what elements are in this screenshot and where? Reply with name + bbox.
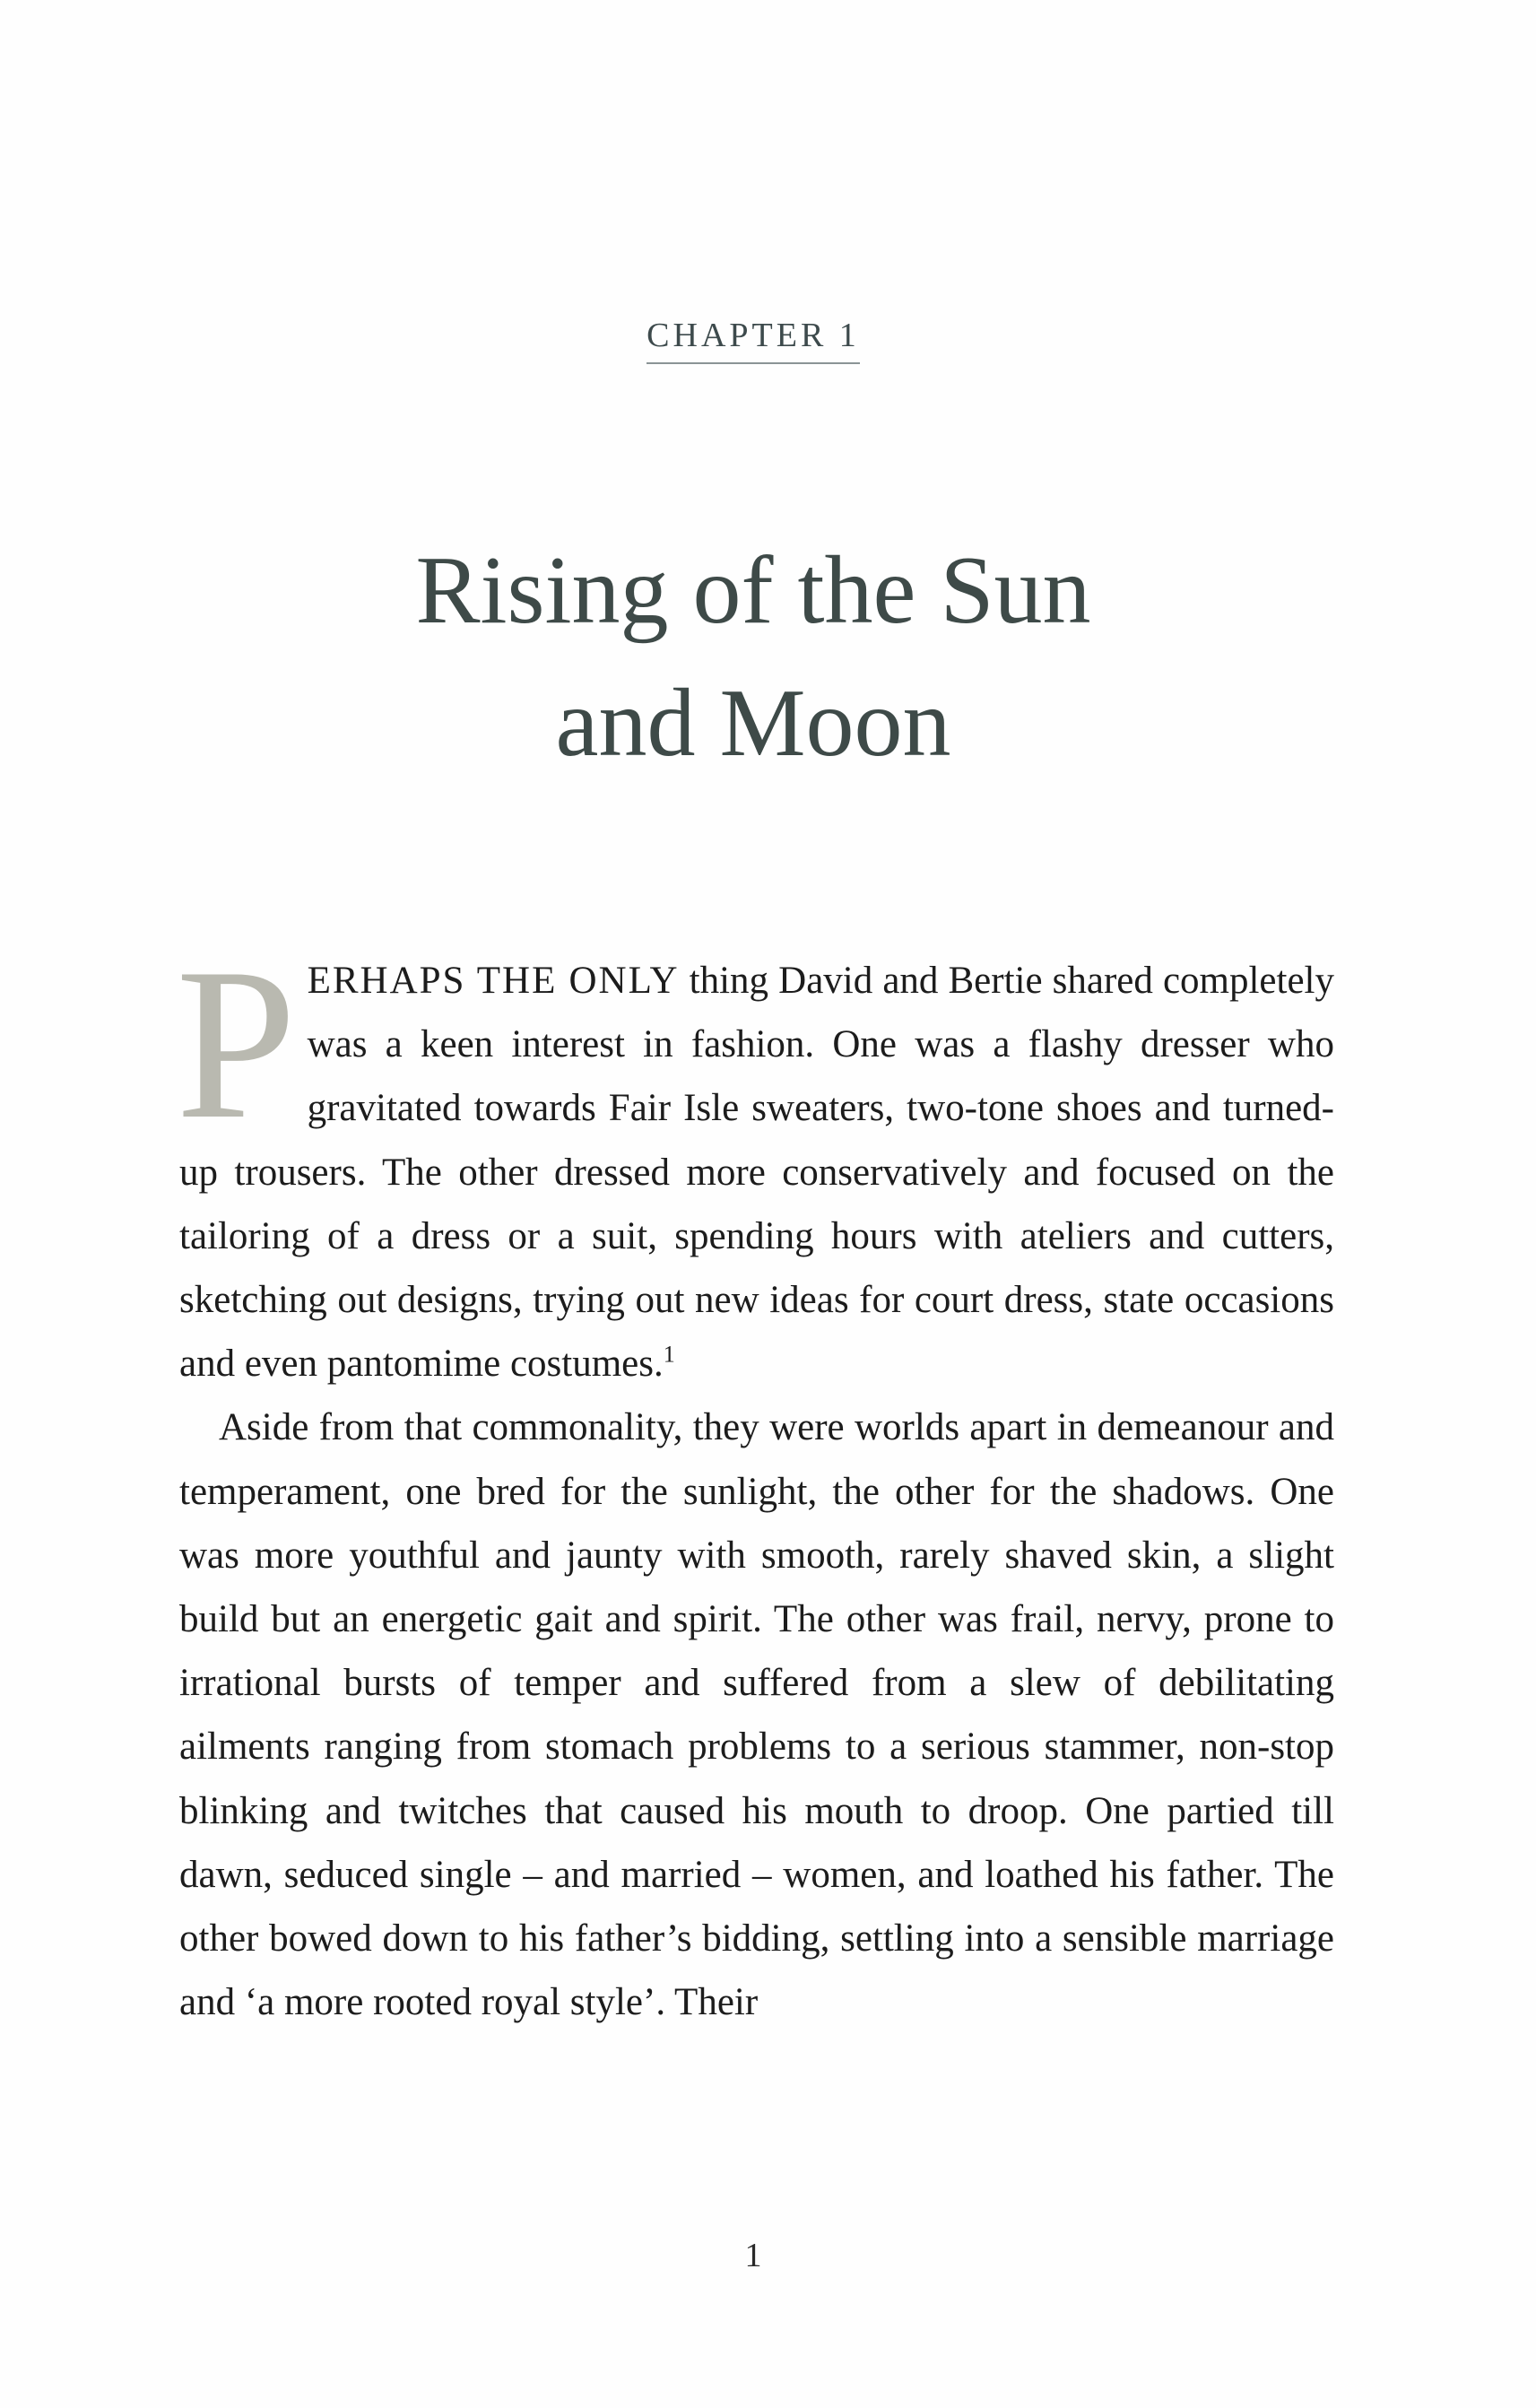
paragraph-1-lead: ERHAPS THE ONLY (307, 960, 680, 1002)
paragraph-1-text: thing David and Bertie shared completely was a keen interest in fashion. One was a flashy dresser who gravitated towards Fair Isle sweaters, two-tone shoes and turned-up trousers. The other dressed more conservatively and focused on the tailoring of a dress or a suit, spending hours with ateliers and cutters, sketching out designs, trying out new ideas for court dress, state occasions and even pantomime costumes. (179, 960, 1334, 1386)
body-text (176, 924, 1334, 2034)
chapter-title-line-2: and Moon (555, 670, 951, 777)
page-number: 1 (744, 2237, 762, 2274)
chapter-title (0, 525, 1506, 790)
chapter-title-line-1: Rising of the Sun (415, 537, 1091, 644)
footnote-marker: 1 (663, 1341, 675, 1368)
chapter-label (0, 316, 1506, 364)
drop-cap: P (176, 924, 297, 1164)
paragraph-2-text: Aside from that commonality, they were worlds apart in demeanour and temperament, one bred for the sunlight, the other for the shadows. One was more youthful and jaunty with smooth, rarely shaved skin, a slight build but an energetic gait and spirit. The other was frail, nervy, prone to irrational bursts of temper and suffered from a slew of debilitating ailments ranging from stomach problems to a serious stammer, non-stop blinking and twitches that caused his mouth to droop. One partied till dawn, seduced single – and married – women, and loathed his father. The other bowed down to his father’s bidding, settling into a sensible marriage and ‘a more rooted royal style’. Their (179, 1406, 1334, 2024)
paragraph-2 (179, 1395, 1334, 2034)
paragraph-1 (176, 924, 1334, 1395)
chapter-label-text: CHAPTER 1 (647, 316, 860, 364)
